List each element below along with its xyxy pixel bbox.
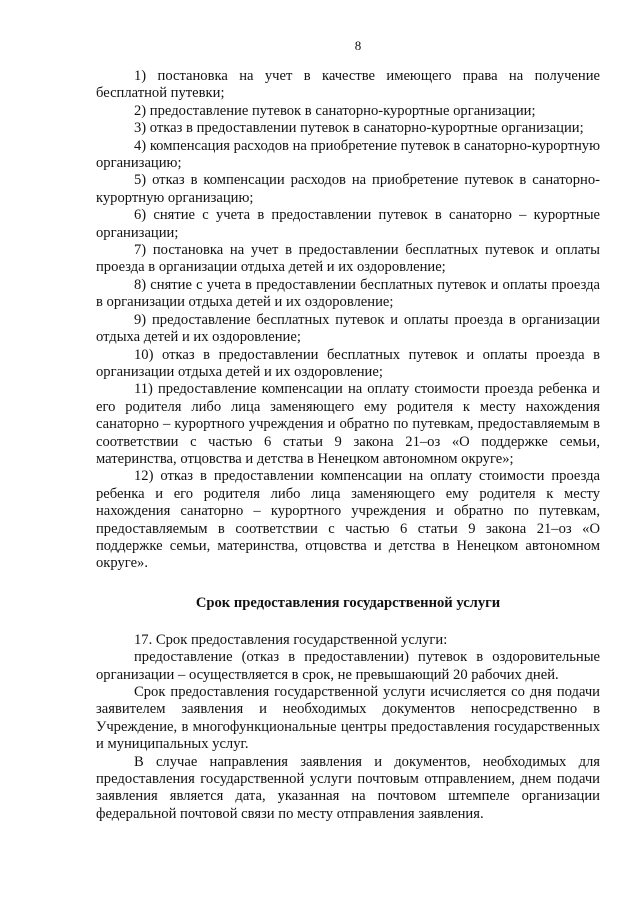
list-item: 8) снятие с учета в предоставлении бесплатных путевок и оплаты проезда в организации отдыха детей и их оздоровление; <box>96 276 600 311</box>
list-item: 1) постановка на учет в качестве имеющего права на получение бесплатной путевки; <box>96 68 600 102</box>
list-item: 10) отказ в предоставлении бесплатных путевок и оплаты проезда в организации отдыха детей и их оздоровление; <box>96 346 600 380</box>
paragraph: Срок предоставления государственной услуги исчисляется со дня подачи заявителем заявления и необходимых документов непосредственно в Учреждение, в многофункциональные центры предоставления государственных и муниципальных услуг. <box>96 684 600 753</box>
list-item: 7) постановка на учет в предоставлении бесплатных путевок и оплаты проезда в организации отдыха детей и их оздоровление; <box>96 242 600 276</box>
paragraph: предоставление (отказ в предоставлении) путевок в оздоровительные организации – осуществляется в срок, не превышающий 20 рабочих дней. <box>96 649 600 683</box>
page-number: 8 <box>354 38 362 53</box>
list-item: 6) снятие с учета в предоставлении путевок в санаторно – курортные организации; <box>96 207 600 241</box>
list-item: 11) предоставление компенсации на оплату стоимости проезда ребенка и его родителя либо лица заменяющего ему родителя к месту нахождения санаторно – курортного учреждения и обратно по путевкам, предоставляемым в соответствии с частью 6 статьи 9 закона 21–оз «О поддержке семьи, материнства, отцовства и детства в Ненецком автономном округе»; <box>96 381 600 467</box>
services-list <box>96 68 600 573</box>
list-item: 4) компенсация расходов на приобретение путевок в санаторно-курортную организацию; <box>96 137 600 172</box>
list-item: 12) отказ в предоставлении компенсации на оплату стоимости проезда ребенка и его родителя либо лица заменяющего ему родителя к месту нахождения санаторно – курортного учреждения и обратно по путевкам, предоставляемым в соответствии с частью 6 статьи 9 закона 21–оз «О поддержке семьи, материнства, отцовства и детства в Ненецком автономном округе». <box>96 468 600 572</box>
list-item: 2) предоставление путевок в санаторно-курортные организации; <box>134 102 536 119</box>
section-heading: Срок предоставления государственной услуги <box>195 594 501 611</box>
list-item: 3) отказ в предоставлении путевок в санаторно-курортные организации; <box>134 120 584 137</box>
paragraph: 17. Срок предоставления государственной услуги: <box>134 631 448 648</box>
list-item: 9) предоставление бесплатных путевок и оплаты проезда в организации отдыха детей и их оздоровление; <box>96 311 600 346</box>
section-body <box>96 632 600 823</box>
paragraph: В случае направления заявления и документов, необходимых для предоставления государственной услуги почтовым отправлением, днем подачи заявления является дата, указанная на почтовом штемпеле организации федеральной почтовой связи по месту отправления заявления. <box>96 753 600 822</box>
list-item: 5) отказ в компенсации расходов на приобретение путевок в санаторно-курортную организацию; <box>96 172 600 206</box>
